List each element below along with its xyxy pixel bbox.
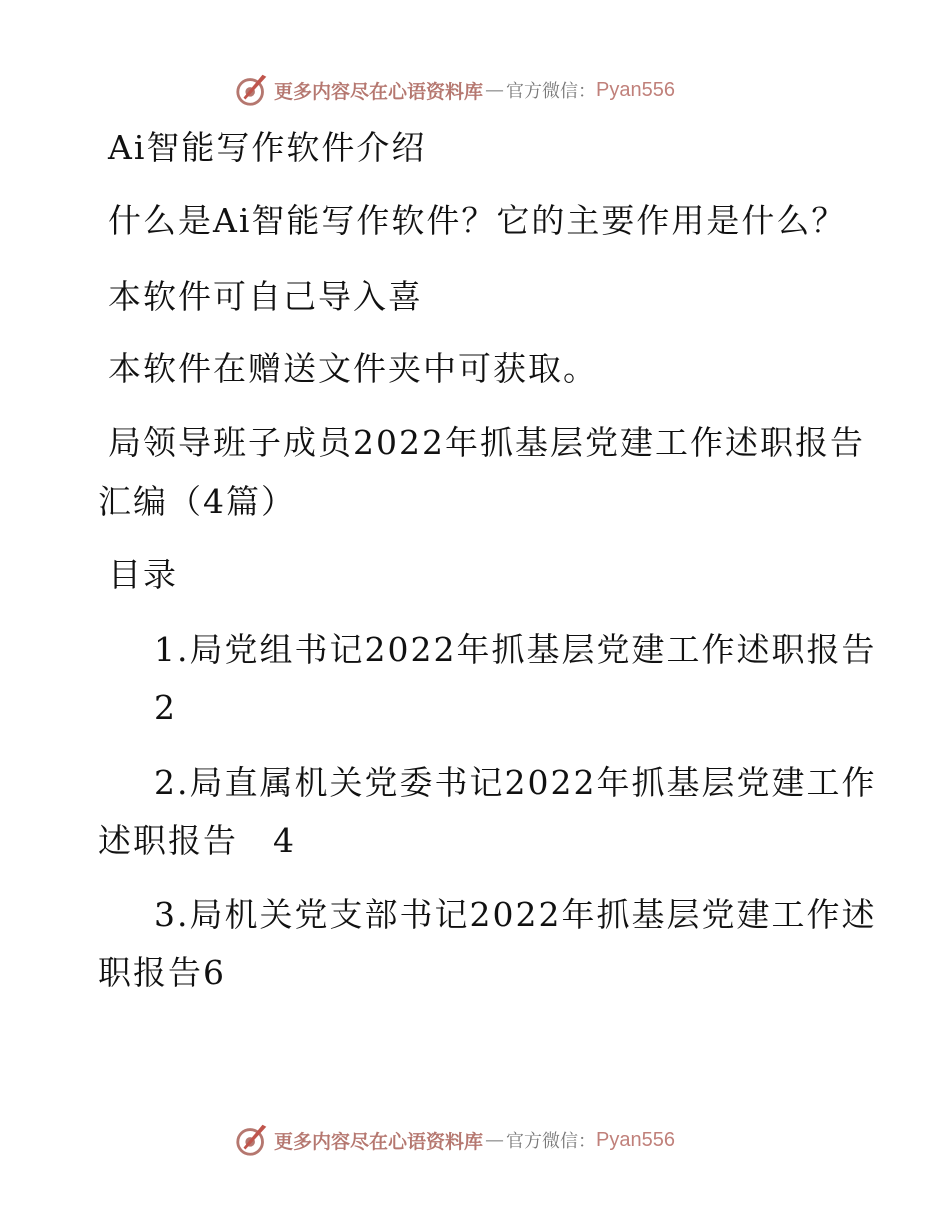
watermark-footer xyxy=(234,1120,675,1160)
intro-import-line: 本软件可自己导入喜 xyxy=(108,277,423,316)
watermark-header xyxy=(234,70,675,110)
watermark-brand: 更多内容尽在心语资料库 xyxy=(274,1130,484,1153)
doc-title-line-2: 汇编（4篇） xyxy=(98,482,296,521)
toc-heading: 目录 xyxy=(108,555,178,594)
toc-item-1-page: 2 xyxy=(154,688,177,727)
doc-title-line-1: 局领导班子成员2022年抓基层党建工作述职报告 xyxy=(108,423,865,462)
quill-logo-icon xyxy=(234,1121,272,1159)
watermark-wechat-id: Pyan556 xyxy=(596,78,675,101)
intro-download-line: 本软件在赠送文件夹中可获取。 xyxy=(108,349,598,388)
intro-question: 什么是Ai智能写作软件？它的主要作用是什么？ xyxy=(108,201,847,240)
watermark-dash: — xyxy=(485,79,505,101)
watermark-brand: 更多内容尽在心语资料库 xyxy=(274,80,484,103)
quill-logo-icon xyxy=(234,71,272,109)
toc-item-3-continued: 职报告6 xyxy=(98,953,226,992)
toc-item-2-continued: 述职报告 4 xyxy=(98,821,296,860)
watermark-label: 官方微信： xyxy=(506,1131,597,1152)
toc-item-2: 2.局直属机关党委书记2022年抓基层党建工作 xyxy=(154,763,877,802)
intro-title: Ai智能写作软件介绍 xyxy=(108,128,427,167)
watermark-label: 官方微信： xyxy=(506,81,597,102)
watermark-wechat-id: Pyan556 xyxy=(596,1128,675,1151)
toc-item-1: 1.局党组书记2022年抓基层党建工作述职报告 xyxy=(154,630,877,669)
watermark-dash: — xyxy=(485,1129,505,1151)
toc-item-3: 3.局机关党支部书记2022年抓基层党建工作述 xyxy=(154,895,877,934)
